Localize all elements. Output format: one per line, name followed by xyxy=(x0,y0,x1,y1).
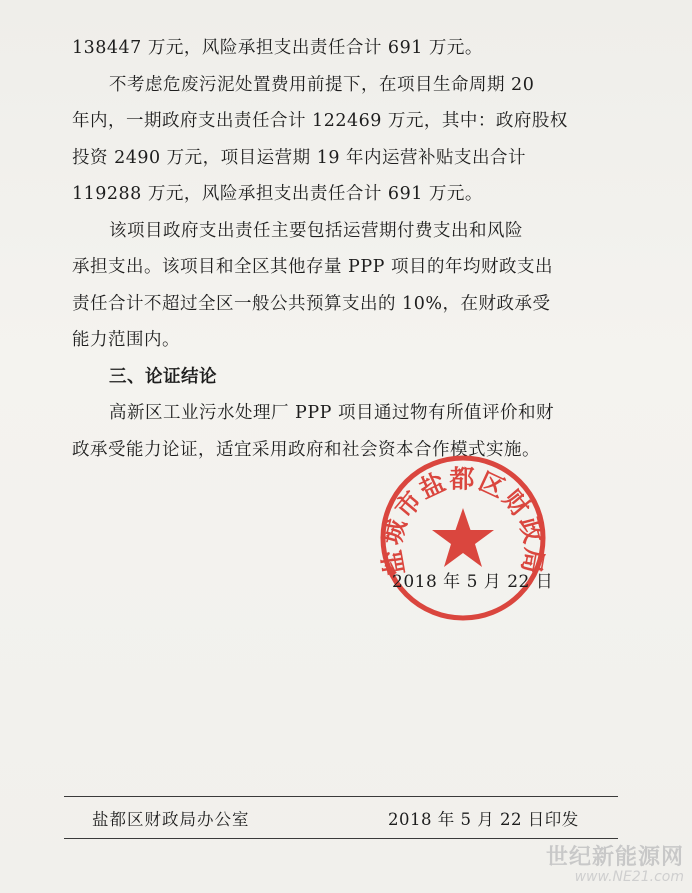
paragraph-line: 119288 万元，风险承担支出责任合计 691 万元。 xyxy=(72,184,483,204)
official-seal xyxy=(377,452,549,624)
paragraph-line: 承担支出。该项目和全区其他存量 PPP 项目的年均财政支出 xyxy=(72,257,553,277)
footer-issuer: 盐都区财政局办公室 xyxy=(92,810,250,829)
section-heading: 三、论证结论 xyxy=(109,366,217,387)
paragraph-line: 年内，一期政府支出责任合计 122469 万元，其中：政府股权 xyxy=(72,111,568,131)
footer-divider-bottom xyxy=(64,838,618,839)
signature-date: 2018 年 5 月 22 日 xyxy=(392,572,554,592)
footer-divider-top xyxy=(64,796,618,797)
paragraph-line: 该项目政府支出责任主要包括运营期付费支出和风险 xyxy=(109,220,523,241)
paragraph-line: 138447 万元，风险承担支出责任合计 691 万元。 xyxy=(72,38,483,58)
paragraph-line: 能力范围内。 xyxy=(72,330,180,350)
paragraph-line: 不考虑危废污泥处置费用前提下，在项目生命周期 20 xyxy=(109,74,535,95)
paragraph-line: 责任合计不超过全区一般公共预算支出的 10%，在财政承受 xyxy=(72,293,551,314)
paragraph-line: 高新区工业污水处理厂 PPP 项目通过物有所值评价和财 xyxy=(109,403,554,423)
seal-text: 盐城市盐都区财政局 xyxy=(377,464,549,578)
watermark-site-name: 世纪新能源网 xyxy=(545,845,684,870)
footer-issue-date: 2018 年 5 月 22 日印发 xyxy=(388,810,579,829)
paragraph-line: 政承受能力论证，适宜采用政府和社会资本合作模式实施。 xyxy=(72,439,540,460)
watermark xyxy=(546,840,684,885)
paragraph-line: 投资 2490 万元，项目运营期 19 年内运营补贴支出合计 xyxy=(72,147,527,168)
document-body xyxy=(72,30,620,468)
watermark-url: www.NE21.com xyxy=(574,869,684,885)
seal-star-icon xyxy=(432,508,494,567)
